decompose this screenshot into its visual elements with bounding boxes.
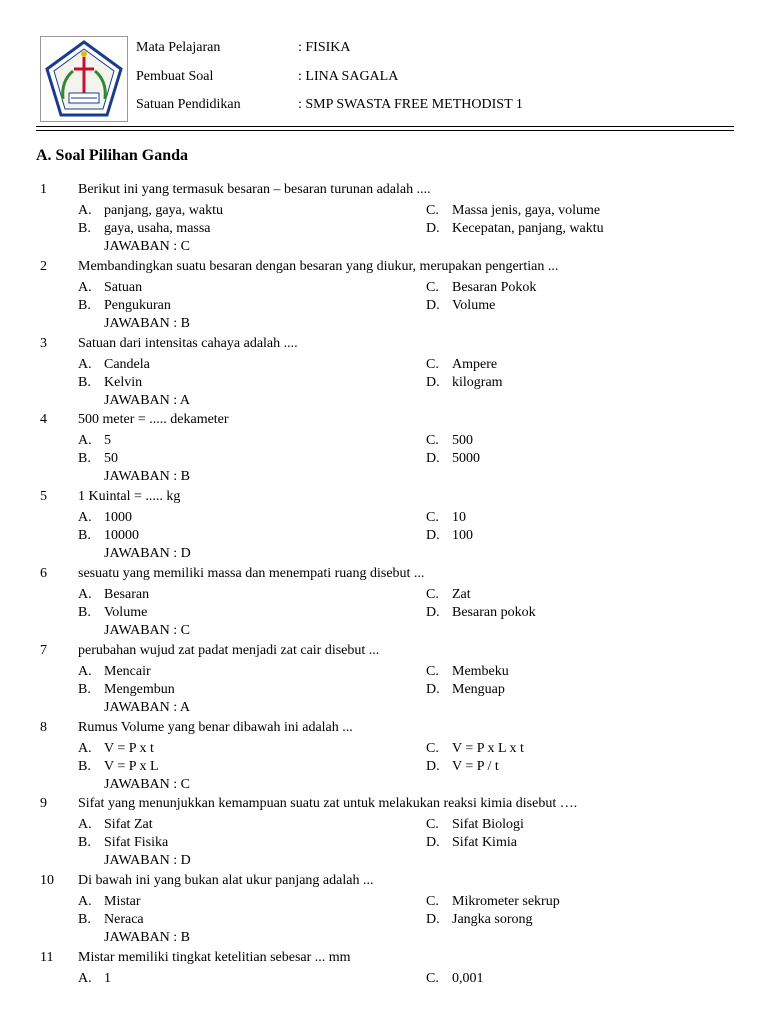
question-text: Satuan dari intensitas cahaya adalah ....: [78, 335, 298, 351]
option-text: 5: [104, 433, 111, 449]
question-text: Mistar memiliki tingkat ketelitian sebesar ... mm: [78, 949, 351, 965]
option-text: V = P x L x t: [452, 740, 524, 756]
answer-option: [426, 220, 604, 238]
question-item: [40, 257, 740, 334]
question-text: Sifat yang menunjukkan kemampuan suatu zat untuk melakukan reaksi kimia disebut ….: [78, 796, 578, 812]
answer-option: [78, 202, 223, 220]
option-letter: A.: [78, 356, 92, 372]
answer-option: [426, 893, 560, 911]
answer-option: [426, 816, 524, 834]
option-text: 5000: [452, 451, 480, 467]
answer-option: [426, 604, 536, 622]
header-divider-thin: [36, 130, 734, 131]
option-letter: A.: [78, 586, 92, 602]
answer-option: [78, 740, 154, 758]
option-text: Volume: [452, 297, 496, 313]
option-letter: B.: [78, 912, 91, 928]
option-letter: C.: [426, 356, 439, 372]
option-text: Besaran: [104, 586, 150, 602]
answer-option: [78, 911, 144, 929]
option-text: Sifat Zat: [104, 817, 153, 833]
answer-option: [78, 297, 171, 315]
option-text: 0,001: [452, 970, 484, 986]
option-text: Pengukuran: [104, 297, 171, 313]
answer-option: [78, 663, 151, 681]
answer-option: [78, 450, 118, 468]
option-text: Kelvin: [104, 374, 143, 390]
option-letter: D.: [426, 681, 440, 697]
question-number: 9: [40, 796, 47, 812]
question-item: [40, 948, 740, 1025]
option-letter: C.: [426, 970, 439, 986]
option-text: Membeku: [452, 663, 509, 679]
answer-option: [426, 297, 495, 315]
option-text: 500: [452, 433, 473, 449]
question-list: [40, 180, 740, 1025]
question-item: [40, 487, 740, 564]
answer-option: [78, 356, 150, 374]
answer-option: [78, 374, 142, 392]
question-item: [40, 180, 740, 257]
option-letter: A.: [78, 279, 92, 295]
answer-key: JAWABAN : A: [104, 699, 190, 715]
option-text: Besaran pokok: [452, 604, 536, 620]
meta-label: Pembuat Soal: [136, 69, 214, 84]
option-letter: C.: [426, 740, 439, 756]
option-text: Mencair: [104, 663, 151, 679]
question-item: [40, 410, 740, 487]
option-text: 1: [104, 970, 111, 986]
option-text: Ampere: [452, 356, 498, 372]
meta-label: Satuan Pendidikan: [136, 97, 241, 112]
option-text: Volume: [104, 604, 148, 620]
option-letter: A.: [78, 970, 92, 986]
answer-option: [426, 509, 466, 527]
option-letter: C.: [426, 894, 439, 910]
meta-value: : LINA SAGALA: [298, 69, 399, 84]
option-letter: C.: [426, 279, 439, 295]
answer-option: [78, 970, 111, 988]
option-text: V = P / t: [452, 758, 499, 774]
question-text: Berikut ini yang termasuk besaran – besaran turunan adalah ....: [78, 182, 431, 197]
option-text: Sifat Fisika: [104, 835, 169, 851]
question-item: [40, 641, 740, 718]
answer-option: [426, 911, 533, 929]
option-letter: B.: [78, 221, 91, 236]
answer-key: JAWABAN : A: [104, 392, 190, 408]
option-text: 50: [104, 451, 118, 467]
option-letter: D.: [426, 221, 440, 236]
question-number: 4: [40, 412, 47, 428]
answer-key: JAWABAN : B: [104, 930, 190, 946]
meta-row-subject: [136, 38, 351, 58]
answer-option: [426, 970, 484, 988]
option-letter: C.: [426, 510, 439, 526]
section-title: A. Soal Pilihan Ganda: [36, 147, 189, 164]
header-divider-thick: [36, 126, 734, 127]
question-text: 500 meter = ..... dekameter: [78, 412, 229, 428]
option-text: Kecepatan, panjang, waktu: [452, 221, 604, 236]
option-text: gaya, usaha, massa: [104, 221, 211, 236]
option-letter: A.: [78, 817, 92, 833]
option-letter: B.: [78, 835, 91, 851]
answer-option: [426, 527, 473, 545]
answer-option: [78, 604, 147, 622]
option-text: panjang, gaya, waktu: [104, 203, 223, 218]
option-text: V = P x t: [104, 740, 154, 756]
answer-option: [78, 432, 111, 450]
question-text: Di bawah ini yang bukan alat ukur panjang adalah ...: [78, 873, 374, 889]
option-letter: D.: [426, 528, 440, 544]
option-letter: C.: [426, 586, 439, 602]
answer-option: [78, 527, 139, 545]
option-letter: D.: [426, 604, 440, 620]
question-item: [40, 871, 740, 948]
answer-option: [426, 279, 536, 297]
answer-option: [426, 758, 499, 776]
option-text: Mikrometer sekrup: [452, 894, 560, 910]
option-text: Sifat Kimia: [452, 835, 517, 851]
question-text: perubahan wujud zat padat menjadi zat cair disebut ...: [78, 642, 380, 658]
answer-key: JAWABAN : C: [104, 239, 190, 254]
option-letter: C.: [426, 203, 439, 218]
option-letter: D.: [426, 912, 440, 928]
option-letter: B.: [78, 604, 91, 620]
answer-option: [426, 586, 471, 604]
option-text: Jangka sorong: [452, 912, 533, 928]
option-letter: D.: [426, 758, 440, 774]
option-letter: A.: [78, 510, 92, 526]
option-text: 10: [452, 510, 466, 526]
question-number: 1: [40, 182, 47, 197]
question-number: 10: [40, 873, 54, 889]
option-letter: B.: [78, 528, 91, 544]
answer-option: [78, 509, 132, 527]
document-header: [40, 36, 730, 122]
answer-option: [426, 356, 497, 374]
answer-option: [78, 816, 153, 834]
question-number: 3: [40, 335, 47, 351]
answer-option: [426, 374, 503, 392]
question-number: 8: [40, 719, 47, 735]
option-text: Sifat Biologi: [452, 817, 524, 833]
option-text: Candela: [104, 356, 150, 372]
option-text: Neraca: [104, 912, 144, 928]
option-letter: B.: [78, 758, 91, 774]
answer-option: [426, 681, 505, 699]
answer-option: [426, 663, 509, 681]
option-letter: A.: [78, 203, 92, 218]
option-letter: A.: [78, 894, 92, 910]
option-text: Besaran Pokok: [452, 279, 537, 295]
option-text: 1000: [104, 510, 132, 526]
option-text: Zat: [452, 586, 471, 602]
answer-option: [426, 834, 517, 852]
answer-option: [78, 586, 149, 604]
answer-option: [78, 893, 141, 911]
question-item: [40, 334, 740, 411]
question-text: sesuatu yang memiliki massa dan menempati ruang disebut ...: [78, 565, 425, 581]
answer-option: [78, 220, 211, 238]
question-item: [40, 564, 740, 641]
question-number: 7: [40, 642, 47, 658]
school-logo: [40, 36, 128, 122]
option-letter: C.: [426, 817, 439, 833]
option-text: Massa jenis, gaya, volume: [452, 203, 601, 218]
option-text: 100: [452, 528, 473, 544]
school-logo-icon: [41, 37, 127, 121]
option-letter: B.: [78, 681, 91, 697]
option-letter: C.: [426, 663, 439, 679]
question-item: [40, 794, 740, 871]
answer-option: [426, 432, 473, 450]
answer-key: JAWABAN : B: [104, 469, 190, 485]
option-letter: A.: [78, 663, 92, 679]
answer-option: [426, 740, 524, 758]
option-text: 10000: [104, 528, 139, 544]
answer-option: [78, 834, 168, 852]
answer-option: [78, 681, 175, 699]
option-text: kilogram: [452, 374, 503, 390]
answer-option: [426, 450, 480, 468]
question-number: 6: [40, 565, 47, 581]
option-letter: A.: [78, 740, 92, 756]
option-letter: B.: [78, 451, 91, 467]
option-letter: B.: [78, 297, 91, 313]
option-text: Mistar: [104, 894, 141, 910]
meta-value: : FISIKA: [298, 40, 351, 55]
answer-option: [78, 279, 142, 297]
question-item: [40, 718, 740, 795]
option-letter: C.: [426, 433, 439, 449]
meta-row-school: [136, 95, 523, 115]
question-text: Rumus Volume yang benar dibawah ini adalah ...: [78, 719, 353, 735]
meta-label: Mata Pelajaran: [136, 40, 221, 55]
meta-row-author: [136, 67, 398, 87]
option-text: Satuan: [104, 279, 143, 295]
question-number: 5: [40, 489, 47, 505]
answer-key: JAWABAN : D: [104, 546, 191, 562]
answer-option: [78, 758, 159, 776]
option-text: Menguap: [452, 681, 505, 697]
option-letter: B.: [78, 374, 91, 390]
option-letter: A.: [78, 433, 92, 449]
option-letter: D.: [426, 297, 440, 313]
meta-value: : SMP SWASTA FREE METHODIST 1: [298, 97, 523, 112]
answer-key: JAWABAN : C: [104, 622, 190, 638]
option-letter: D.: [426, 451, 440, 467]
question-text: Membandingkan suatu besaran dengan besaran yang diukur, merupakan pengertian ...: [78, 258, 559, 274]
question-number: 2: [40, 258, 47, 274]
option-text: V = P x L: [104, 758, 159, 774]
question-number: 11: [40, 949, 54, 965]
answer-key: JAWABAN : D: [104, 853, 191, 869]
option-text: Mengembun: [104, 681, 175, 697]
answer-key: JAWABAN : B: [104, 315, 190, 331]
question-text: 1 Kuintal = ..... kg: [78, 489, 181, 505]
answer-key: JAWABAN : C: [104, 776, 190, 792]
option-letter: D.: [426, 835, 440, 851]
option-letter: D.: [426, 374, 440, 390]
answer-option: [426, 202, 600, 220]
